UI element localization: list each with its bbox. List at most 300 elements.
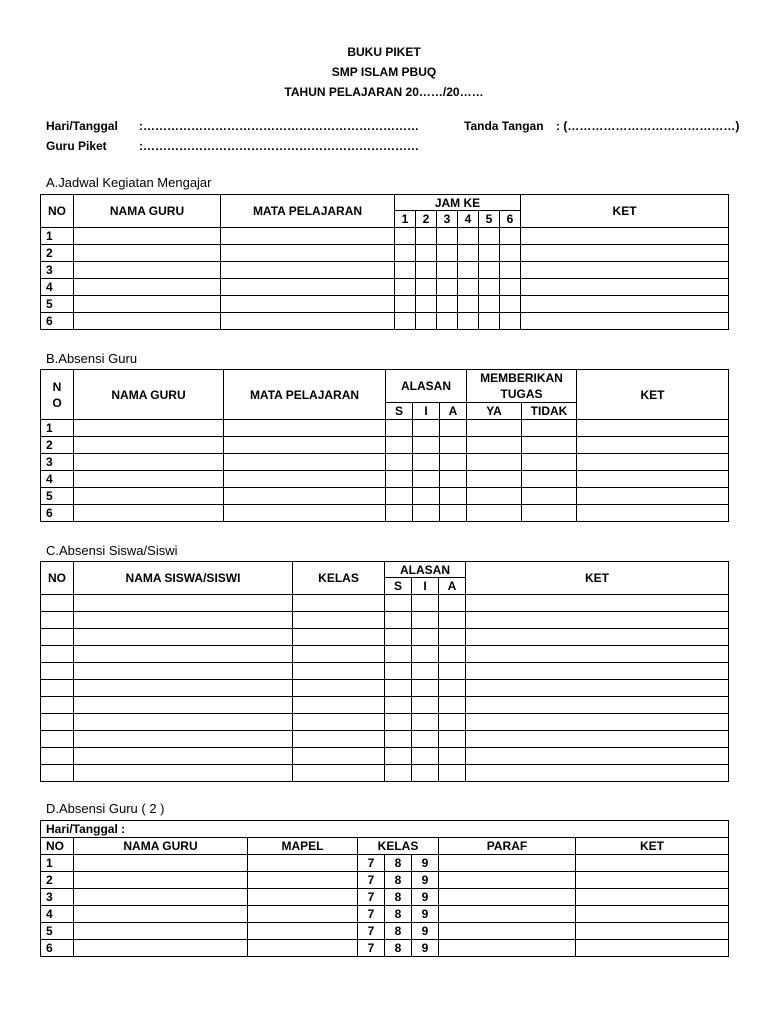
table-cell[interactable]	[458, 228, 479, 245]
table-cell[interactable]	[439, 714, 466, 731]
table-cell[interactable]	[74, 629, 293, 646]
table-cell[interactable]	[439, 872, 576, 889]
table-cell[interactable]	[466, 731, 729, 748]
table-cell[interactable]	[248, 855, 358, 872]
table-cell[interactable]	[467, 437, 522, 454]
row-number: 6	[41, 313, 74, 330]
table-cell[interactable]	[221, 228, 395, 245]
table-cell[interactable]	[293, 697, 385, 714]
table-cell[interactable]	[439, 731, 466, 748]
table-cell[interactable]	[74, 595, 293, 612]
table-cell[interactable]	[466, 646, 729, 663]
table-cell[interactable]	[500, 262, 521, 279]
table-row	[41, 595, 729, 612]
table-cell[interactable]	[437, 245, 458, 262]
table-cell[interactable]	[437, 228, 458, 245]
table-cell[interactable]	[412, 731, 439, 748]
table-cell[interactable]	[458, 296, 479, 313]
section-d-title: D.Absensi Guru ( 2 )	[46, 801, 165, 816]
table-cell[interactable]	[386, 454, 413, 471]
table-cell[interactable]	[74, 437, 224, 454]
header-note: KET	[576, 838, 729, 855]
table-cell[interactable]	[521, 262, 729, 279]
table-cell[interactable]	[522, 420, 577, 437]
table-cell[interactable]	[74, 313, 221, 330]
class-7: 7	[358, 923, 385, 940]
class-7: 7	[358, 940, 385, 957]
table-row	[41, 245, 729, 262]
table-cell[interactable]	[41, 646, 74, 663]
table-cell[interactable]	[466, 697, 729, 714]
reason-s: S	[386, 403, 413, 420]
table-row	[41, 872, 729, 889]
header-teacher-name: NAMA GURU	[74, 838, 248, 855]
table-cell[interactable]	[293, 646, 385, 663]
table-cell[interactable]	[221, 296, 395, 313]
table-cell[interactable]	[41, 629, 74, 646]
table-cell[interactable]	[395, 228, 416, 245]
table-cell[interactable]	[522, 454, 577, 471]
table-cell[interactable]	[74, 872, 248, 889]
table-cell[interactable]	[437, 262, 458, 279]
reason-i: I	[412, 578, 439, 595]
table-cell[interactable]	[440, 488, 467, 505]
table-cell[interactable]	[41, 612, 74, 629]
row-number: 4	[41, 906, 74, 923]
table-cell[interactable]	[577, 488, 729, 505]
table-cell[interactable]	[413, 454, 440, 471]
table-cell[interactable]	[385, 731, 412, 748]
table-cell[interactable]	[248, 923, 358, 940]
class-8: 8	[385, 906, 412, 923]
table-cell[interactable]	[440, 454, 467, 471]
class-9: 9	[412, 872, 439, 889]
table-cell[interactable]	[385, 748, 412, 765]
table-cell[interactable]	[74, 420, 224, 437]
table-cell[interactable]	[74, 940, 248, 957]
table-cell[interactable]	[293, 663, 385, 680]
table-cell[interactable]	[224, 505, 386, 522]
table-cell[interactable]	[74, 680, 293, 697]
table-cell[interactable]	[521, 228, 729, 245]
table-cell[interactable]	[466, 765, 729, 782]
table-cell[interactable]	[413, 505, 440, 522]
teacher-attendance-2-table	[40, 820, 729, 957]
reason-s: S	[385, 578, 412, 595]
row-number: 1	[41, 228, 74, 245]
table-cell[interactable]	[440, 505, 467, 522]
table-cell[interactable]	[440, 420, 467, 437]
table-row	[41, 646, 729, 663]
table-cell[interactable]	[466, 714, 729, 731]
row-number: 4	[41, 471, 74, 488]
table-row	[41, 906, 729, 923]
table-cell[interactable]	[293, 612, 385, 629]
table-cell[interactable]	[458, 245, 479, 262]
table-cell[interactable]	[395, 262, 416, 279]
table-cell[interactable]	[385, 629, 412, 646]
table-cell[interactable]	[439, 595, 466, 612]
table-cell[interactable]	[74, 906, 248, 923]
teacher-label: Guru Piket	[46, 139, 107, 153]
table-cell[interactable]	[74, 296, 221, 313]
header-note: KET	[521, 195, 729, 228]
table-cell[interactable]	[439, 697, 466, 714]
table-cell[interactable]	[437, 296, 458, 313]
table-cell[interactable]	[413, 488, 440, 505]
table-cell[interactable]	[521, 313, 729, 330]
school-name: SMP ISLAM PBUQ	[331, 65, 437, 79]
table-cell[interactable]	[248, 940, 358, 957]
table-cell[interactable]	[439, 748, 466, 765]
document-title: BUKU PIKET	[347, 45, 421, 59]
table-cell[interactable]	[386, 471, 413, 488]
table-cell[interactable]	[521, 279, 729, 296]
row-number: 3	[41, 262, 74, 279]
row-number: 1	[41, 420, 74, 437]
table-cell[interactable]	[412, 629, 439, 646]
table-cell[interactable]	[395, 296, 416, 313]
table-cell[interactable]	[416, 228, 437, 245]
table-cell[interactable]	[416, 279, 437, 296]
table-cell[interactable]	[248, 872, 358, 889]
table-row	[41, 855, 729, 872]
table-cell[interactable]	[74, 923, 248, 940]
table-cell[interactable]	[439, 629, 466, 646]
reason-i: I	[413, 403, 440, 420]
table-cell[interactable]	[41, 680, 74, 697]
day-value-field[interactable]: :……………………………………………………………	[139, 119, 419, 133]
table-cell[interactable]	[416, 313, 437, 330]
table-row	[41, 437, 729, 454]
table-cell[interactable]	[458, 313, 479, 330]
table-cell[interactable]	[521, 296, 729, 313]
table-cell[interactable]	[412, 697, 439, 714]
table-cell[interactable]	[74, 731, 293, 748]
hour-6: 6	[500, 211, 521, 228]
table-cell[interactable]	[74, 646, 293, 663]
table-cell[interactable]	[479, 313, 500, 330]
table-cell[interactable]	[413, 437, 440, 454]
table-cell[interactable]	[466, 748, 729, 765]
table-row	[41, 940, 729, 957]
table-cell[interactable]	[221, 279, 395, 296]
table-row	[41, 471, 729, 488]
table-cell[interactable]	[466, 595, 729, 612]
table-cell[interactable]	[412, 595, 439, 612]
table-cell[interactable]	[385, 646, 412, 663]
teacher-value-field[interactable]: :……………………………………………………………	[139, 139, 419, 153]
class-9: 9	[412, 923, 439, 940]
table-cell[interactable]	[74, 505, 224, 522]
table-row	[41, 505, 729, 522]
row-number: 2	[41, 245, 74, 262]
table-cell[interactable]	[500, 245, 521, 262]
table-cell[interactable]	[412, 646, 439, 663]
table-cell[interactable]	[74, 454, 224, 471]
table-cell[interactable]	[412, 765, 439, 782]
header-subject: MAPEL	[248, 838, 358, 855]
table-cell[interactable]	[413, 471, 440, 488]
row-number: 5	[41, 488, 74, 505]
teaching-schedule-table	[40, 194, 729, 330]
table-cell[interactable]	[221, 262, 395, 279]
table-cell[interactable]	[576, 940, 729, 957]
table-cell[interactable]	[479, 279, 500, 296]
table-cell[interactable]	[386, 488, 413, 505]
table-cell[interactable]	[41, 595, 74, 612]
table-cell[interactable]	[416, 296, 437, 313]
table-cell[interactable]	[479, 228, 500, 245]
table-cell[interactable]	[293, 731, 385, 748]
table-cell[interactable]	[293, 714, 385, 731]
table-cell[interactable]	[395, 279, 416, 296]
table-cell[interactable]	[74, 663, 293, 680]
table-cell[interactable]	[577, 471, 729, 488]
table-cell[interactable]	[577, 437, 729, 454]
teacher-attendance-table	[40, 369, 729, 522]
table-cell[interactable]	[412, 748, 439, 765]
class-9: 9	[412, 855, 439, 872]
class-8: 8	[385, 889, 412, 906]
table-cell[interactable]	[439, 855, 576, 872]
header-note: KET	[577, 370, 729, 420]
table-cell[interactable]	[522, 488, 577, 505]
table-cell[interactable]	[74, 262, 221, 279]
table-cell[interactable]	[74, 714, 293, 731]
header-reason: ALASAN	[385, 562, 466, 578]
table-row	[41, 420, 729, 437]
table-cell[interactable]	[439, 680, 466, 697]
signature-label: Tanda Tangan	[464, 119, 544, 133]
signature-field[interactable]: : (……………………………………)	[556, 119, 740, 133]
table-cell[interactable]	[386, 505, 413, 522]
table-cell[interactable]	[576, 906, 729, 923]
table-cell[interactable]	[500, 228, 521, 245]
table-cell[interactable]	[293, 680, 385, 697]
header-teacher-name: NAMA GURU	[74, 370, 224, 420]
table-cell[interactable]	[248, 889, 358, 906]
table-cell[interactable]	[293, 748, 385, 765]
table-cell[interactable]	[500, 313, 521, 330]
table-cell[interactable]	[385, 612, 412, 629]
reason-a: A	[440, 403, 467, 420]
document-header	[0, 42, 768, 102]
table-cell[interactable]	[466, 663, 729, 680]
table-row	[41, 612, 729, 629]
table-cell[interactable]	[412, 714, 439, 731]
table-cell[interactable]	[439, 663, 466, 680]
table-row	[41, 228, 729, 245]
table-cell[interactable]	[576, 923, 729, 940]
row-number: 2	[41, 872, 74, 889]
table-cell[interactable]	[385, 595, 412, 612]
table-cell[interactable]	[224, 437, 386, 454]
table-cell[interactable]	[74, 279, 221, 296]
table-cell[interactable]	[466, 612, 729, 629]
table-row	[41, 680, 729, 697]
table-cell[interactable]	[41, 765, 74, 782]
header-task: MEMBERIKAN TUGAS	[467, 370, 577, 403]
table-row	[41, 748, 729, 765]
class-8: 8	[385, 940, 412, 957]
table-cell[interactable]	[74, 889, 248, 906]
table-cell[interactable]	[576, 872, 729, 889]
table-cell[interactable]	[467, 505, 522, 522]
header-no	[41, 370, 74, 420]
table-cell[interactable]	[439, 923, 576, 940]
header-subject: MATA PELAJARAN	[224, 370, 386, 420]
table-cell[interactable]	[41, 714, 74, 731]
table-cell[interactable]	[385, 680, 412, 697]
table-cell[interactable]	[467, 420, 522, 437]
class-8: 8	[385, 855, 412, 872]
table-cell[interactable]	[500, 279, 521, 296]
table-cell[interactable]	[74, 471, 224, 488]
table-row	[41, 454, 729, 471]
row-number: 6	[41, 505, 74, 522]
table-cell[interactable]	[439, 906, 576, 923]
table-row	[41, 296, 729, 313]
table-cell[interactable]	[224, 471, 386, 488]
table-cell[interactable]	[385, 697, 412, 714]
section-b-title: B.Absensi Guru	[46, 351, 138, 366]
header-reason: ALASAN	[386, 370, 467, 403]
task-tidak: TIDAK	[522, 403, 577, 420]
class-9: 9	[412, 906, 439, 923]
table-cell[interactable]	[577, 505, 729, 522]
table-cell[interactable]	[522, 471, 577, 488]
hour-5: 5	[479, 211, 500, 228]
table-cell[interactable]	[248, 906, 358, 923]
header-no: NO	[41, 562, 74, 595]
table-cell[interactable]	[576, 855, 729, 872]
student-attendance-table	[40, 561, 729, 782]
table-cell[interactable]	[479, 262, 500, 279]
table-cell[interactable]	[439, 889, 576, 906]
day-label: Hari/Tanggal	[46, 119, 118, 133]
header-teacher-name: NAMA GURU	[74, 195, 221, 228]
table-cell[interactable]	[467, 454, 522, 471]
table-cell[interactable]	[395, 245, 416, 262]
table-cell[interactable]	[479, 245, 500, 262]
table-cell[interactable]	[395, 313, 416, 330]
table-cell[interactable]	[41, 663, 74, 680]
table-cell[interactable]	[522, 437, 577, 454]
academic-year: TAHUN PELAJARAN 20……/20……	[284, 85, 484, 99]
header-class: KELAS	[358, 838, 439, 855]
table-cell[interactable]	[521, 245, 729, 262]
table-cell[interactable]	[467, 488, 522, 505]
reason-a: A	[439, 578, 466, 595]
table-row	[41, 488, 729, 505]
header-no-text: N O	[52, 379, 62, 410]
table-cell[interactable]	[416, 262, 437, 279]
table-cell[interactable]	[440, 437, 467, 454]
day-date-label: Hari/Tanggal :	[41, 821, 729, 838]
table-cell[interactable]	[41, 697, 74, 714]
table-cell[interactable]	[224, 488, 386, 505]
class-7: 7	[358, 855, 385, 872]
table-cell[interactable]	[500, 296, 521, 313]
table-cell[interactable]	[41, 731, 74, 748]
table-cell[interactable]	[74, 855, 248, 872]
table-cell[interactable]	[577, 420, 729, 437]
table-cell[interactable]	[458, 262, 479, 279]
table-cell[interactable]	[221, 245, 395, 262]
row-number: 6	[41, 940, 74, 957]
header-sign: PARAF	[439, 838, 576, 855]
table-cell[interactable]	[74, 488, 224, 505]
table-cell[interactable]	[437, 313, 458, 330]
hour-2: 2	[416, 211, 437, 228]
table-cell[interactable]	[385, 765, 412, 782]
table-row	[41, 262, 729, 279]
table-cell[interactable]	[221, 313, 395, 330]
table-cell[interactable]	[293, 595, 385, 612]
table-cell[interactable]	[439, 646, 466, 663]
table-cell[interactable]	[467, 471, 522, 488]
header-subject: MATA PELAJARAN	[221, 195, 395, 228]
table-cell[interactable]	[386, 437, 413, 454]
task-ya: YA	[467, 403, 522, 420]
table-cell[interactable]	[385, 714, 412, 731]
table-cell[interactable]	[74, 697, 293, 714]
table-cell[interactable]	[293, 765, 385, 782]
table-cell[interactable]	[224, 420, 386, 437]
table-cell[interactable]	[74, 748, 293, 765]
table-cell[interactable]	[439, 765, 466, 782]
table-cell[interactable]	[466, 680, 729, 697]
table-cell[interactable]	[439, 612, 466, 629]
header-no: NO	[41, 195, 74, 228]
table-cell[interactable]	[386, 420, 413, 437]
table-cell[interactable]	[577, 454, 729, 471]
table-row	[41, 629, 729, 646]
row-number: 2	[41, 437, 74, 454]
table-cell[interactable]	[440, 471, 467, 488]
table-cell[interactable]	[458, 279, 479, 296]
table-cell[interactable]	[224, 454, 386, 471]
table-cell[interactable]	[416, 245, 437, 262]
table-cell[interactable]	[412, 612, 439, 629]
table-cell[interactable]	[74, 245, 221, 262]
table-row	[41, 313, 729, 330]
table-cell[interactable]	[413, 420, 440, 437]
class-7: 7	[358, 906, 385, 923]
table-cell[interactable]	[293, 629, 385, 646]
table-row	[41, 923, 729, 940]
row-number: 1	[41, 855, 74, 872]
table-cell[interactable]	[41, 748, 74, 765]
table-cell[interactable]	[466, 629, 729, 646]
row-number: 3	[41, 889, 74, 906]
table-cell[interactable]	[522, 505, 577, 522]
row-number: 5	[41, 296, 74, 313]
table-cell[interactable]	[439, 940, 576, 957]
table-cell[interactable]	[385, 663, 412, 680]
table-cell[interactable]	[412, 663, 439, 680]
class-9: 9	[412, 940, 439, 957]
table-cell[interactable]	[74, 228, 221, 245]
table-cell[interactable]	[74, 612, 293, 629]
table-cell[interactable]	[412, 680, 439, 697]
hour-3: 3	[437, 211, 458, 228]
table-cell[interactable]	[479, 296, 500, 313]
table-cell[interactable]	[437, 279, 458, 296]
table-cell[interactable]	[74, 765, 293, 782]
table-cell[interactable]	[576, 889, 729, 906]
